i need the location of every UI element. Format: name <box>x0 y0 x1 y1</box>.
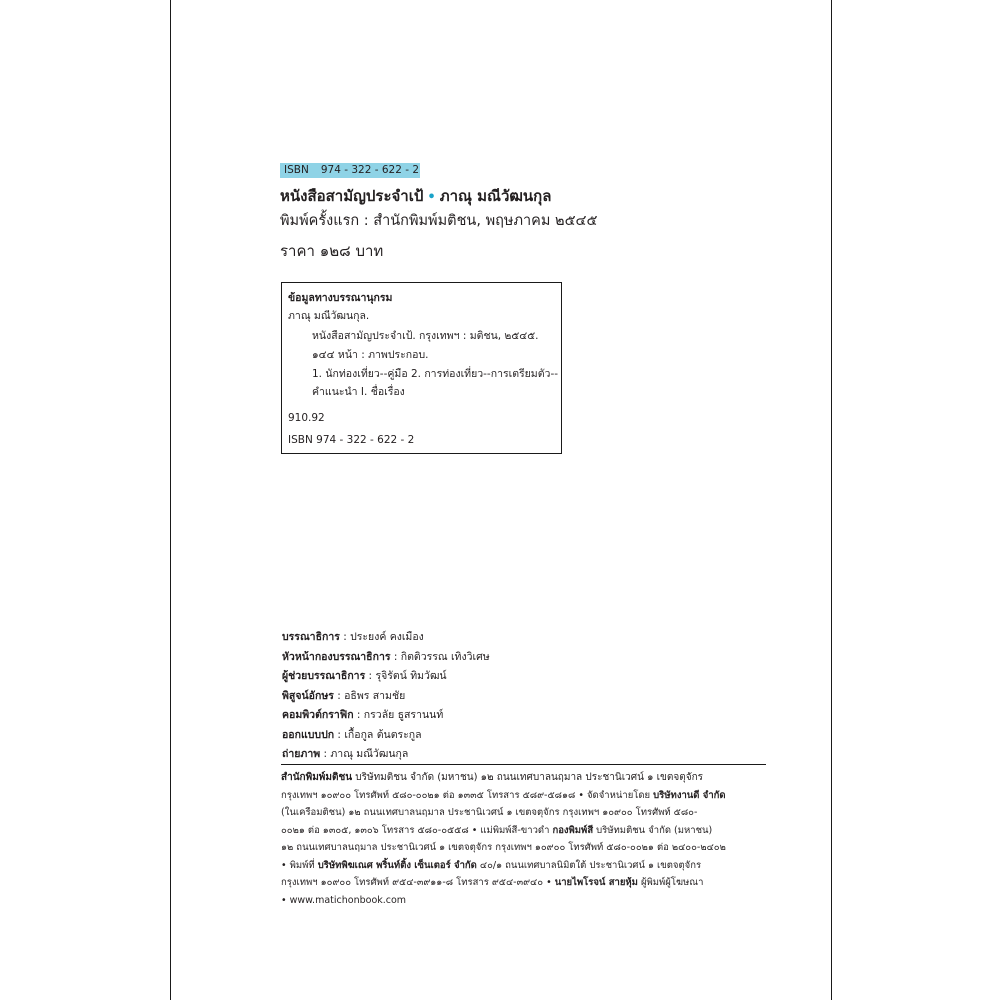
printer-name: บริษัทพิฆเณศ พริ้นท์ติ้ง เซ็นเตอร์ จำกัด <box>317 859 477 871</box>
credit-name: กิตติวรรณ เทิงวิเศษ <box>400 650 490 663</box>
website-line: • www.matichonbook.com <box>281 894 407 906</box>
catalog-author: ภาณุ มณีวัฒนกุล. <box>288 310 370 322</box>
imprint-line <box>281 874 768 892</box>
imprint-text: ๔๐/๑ ถนนเทศบาลนิมิตใต้ ประชานิเวศน์ ๑ เขตจตุจักร <box>476 859 702 871</box>
credit-row: คอมพิวต์กราฟิก : กรวลัย ธูสรานนท์ <box>282 709 444 721</box>
credit-name: ประยงค์ คงเมือง <box>350 631 424 643</box>
author-name: ภาณุ มณีวัฒนกุล <box>439 187 552 205</box>
first-print-line: พิมพ์ครั้งแรก : สำนักพิมพ์มติชน, พฤษภาคม ๒๕๔๕ <box>280 213 598 229</box>
catalog-subjects-2: คำแนะนำ I. ชื่อเรื่อง <box>312 386 405 398</box>
imprint-line <box>281 769 768 787</box>
catalog-title: หนังสือสามัญประจำเป้. กรุงเทพฯ : มติชน, ๒๕๔๕. <box>312 330 539 342</box>
color-press-name: กองพิมพ์สี <box>552 824 594 836</box>
imprint-text: ผู้พิมพ์ผู้โฆษณา <box>637 877 704 888</box>
credit-name: อธิพร สามชัย <box>344 689 406 702</box>
imprint-text: ๐๐๒๑ ต่อ ๑๓๐๕, ๑๓๐๖ โทรสาร ๕๘๐-๐๕๕๘ • แม่พิมพ์สี-ขาวดำ <box>281 824 553 836</box>
credit-row: หัวหน้ากองบรรณาธิการ : กิตติวรรณ เทิงวิเศษ <box>282 650 490 663</box>
credit-name: กรวลัย ธูสรานนท์ <box>363 709 444 721</box>
imprint-text: • พิมพ์ที่ <box>281 859 318 871</box>
imprint-divider <box>281 764 766 765</box>
imprint-line: (ในเครือมติชน) ๑๒ ถนนเทศบาลนฤมาล ประชานิเวศน์ ๑ เขตจตุจักร กรุงเทพฯ ๑๐๙๐๐ โทรศัพท์ ๕๘๐- <box>281 807 698 818</box>
catalog-call-number: 910.92 <box>288 412 325 424</box>
publisher-name: สำนักพิมพ์มติชน <box>281 772 353 783</box>
catalog-isbn: ISBN 974 - 322 - 622 - 2 <box>288 434 415 446</box>
credit-row: ผู้ช่วยบรรณาธิการ : รุจิรัตน์ ทิมวัฒน์ <box>282 670 447 682</box>
credit-role: คอมพิวต์กราฟิก <box>282 709 354 721</box>
credit-role: หัวหน้ากองบรรณาธิการ <box>282 650 391 663</box>
cataloging-data-box <box>281 282 562 454</box>
catalog-pages: ๑๔๔ หน้า : ภาพประกอบ. <box>312 349 429 361</box>
credit-role: พิสูจน์อักษร <box>282 689 334 702</box>
price-line: ราคา ๑๒๘ บาท <box>280 242 384 260</box>
catalog-heading: ข้อมูลทางบรรณานุกรม <box>288 292 393 304</box>
imprint-text: บริษัทมติชน จำกัด (มหาชน) <box>593 824 713 836</box>
distributor-name: บริษัทงานดี จำกัด <box>653 789 726 801</box>
credit-row: พิสูจน์อักษร : อธิพร สามชัย <box>282 689 406 702</box>
bullet-icon: • <box>427 190 436 205</box>
imprint-text: บริษัทมติชน จำกัด (มหาชน) ๑๒ ถนนเทศบาลนฤมาล ประชานิเวศน์ ๑ เขตจตุจักร <box>352 772 704 783</box>
credit-name: เกื้อกูล ต้นตระกูล <box>344 728 422 741</box>
credit-name: ภาณุ มณีวัฒนกุล <box>330 748 409 760</box>
book-title-line <box>280 185 551 209</box>
credit-role: ถ่ายภาพ <box>282 748 321 760</box>
credit-role: ออกแบบปก <box>282 728 335 741</box>
imprint-text: กรุงเทพฯ ๑๐๙๐๐ โทรศัพท์ ๙๕๔-๓๙๑๑-๘ โทรสาร ๙๕๔-๓๙๔๐ • <box>281 877 555 888</box>
imprint-line: ๑๒ ถนนเทศบาลนฤมาล ประชานิเวศน์ ๑ เขตจตุจักร กรุงเทพฯ ๑๐๙๐๐ โทรศัพท์ ๕๘๐-๐๐๒๑ ต่อ ๒๔๐๐-๒๔๐๒ <box>281 842 726 853</box>
catalog-subjects-1: 1. นักท่องเที่ยว--คู่มือ 2. การท่องเที่ยว--การเตรียมตัว-- <box>312 368 559 380</box>
imprint-line <box>281 857 768 875</box>
credit-row: บรรณาธิการ : ประยงค์ คงเมือง <box>282 631 424 643</box>
credit-role: บรรณาธิการ <box>282 631 340 643</box>
imprint-line <box>281 787 768 805</box>
book-title: หนังสือสามัญประจำเป้ <box>280 187 424 205</box>
isbn-bar <box>280 163 420 178</box>
imprint-line <box>281 822 768 840</box>
publisher-imprint <box>281 769 768 909</box>
credit-role: ผู้ช่วยบรรณาธิการ <box>282 670 366 682</box>
credit-row: ออกแบบปก : เกื้อกูล ต้นตระกูล <box>282 728 422 741</box>
publisher-person: นายไพโรจน์ สายหุ้ม <box>554 877 638 888</box>
credits-list <box>282 628 490 765</box>
imprint-text: กรุงเทพฯ ๑๐๙๐๐ โทรศัพท์ ๕๘๐-๐๐๒๑ ต่อ ๑๓๓๕ โทรสาร ๕๘๙-๕๘๑๘ • จัดจำหน่ายโดย <box>281 789 654 801</box>
isbn-label: ISBN <box>284 164 309 176</box>
credit-row: ถ่ายภาพ : ภาณุ มณีวัฒนกุล <box>282 748 409 760</box>
isbn-number: 974 - 322 - 622 - 2 <box>320 164 420 176</box>
credit-name: รุจิรัตน์ ทิมวัฒน์ <box>375 670 447 682</box>
